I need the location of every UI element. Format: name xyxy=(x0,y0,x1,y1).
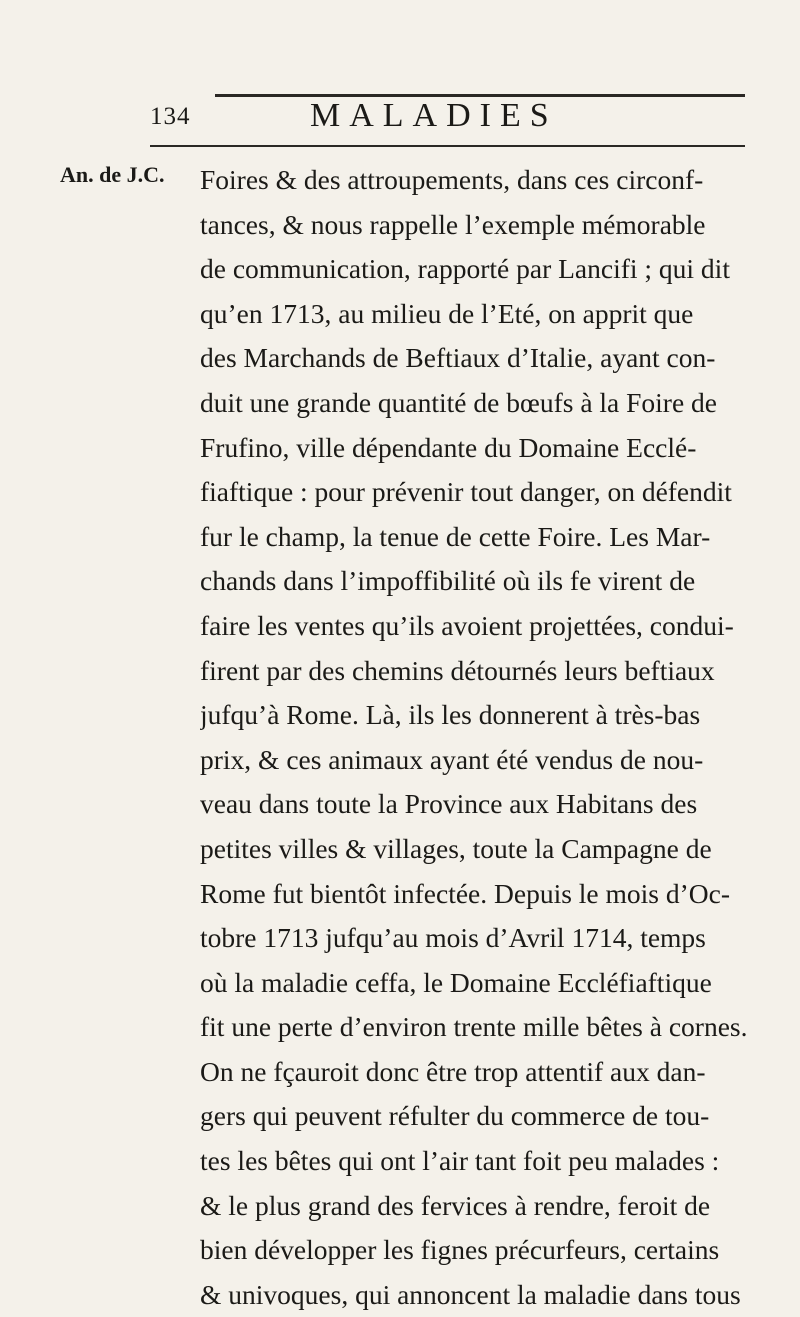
text-line: On ne fçauroit donc être trop attentif aux dan- xyxy=(200,1055,706,1087)
header-rule xyxy=(150,145,745,147)
text-line: où la maladie ceffa, le Domaine Eccléfiaftique xyxy=(200,966,712,998)
margin-note: An. de J.C. xyxy=(60,162,165,187)
text-line: petites villes & villages, toute la Campagne de xyxy=(200,832,712,864)
text-line: & le plus grand des fervices à rendre, feroit de xyxy=(200,1189,711,1221)
text-line: Rome fut bientôt infectée. Depuis le mois d’Oc- xyxy=(200,877,730,909)
text-line: Frufino, ville dépendante du Domaine Ecclé- xyxy=(200,431,697,463)
text-line: & univoques, qui annoncent la maladie dans tous xyxy=(200,1278,741,1310)
running-title: MALADIES xyxy=(310,97,558,134)
page-number: 134 xyxy=(150,103,191,130)
text-line: tances, & nous rappelle l’exemple mémorable xyxy=(200,208,706,240)
text-line: faire les ventes qu’ils avoient projettées, condui- xyxy=(200,609,734,641)
text-line: qu’en 1713, au milieu de l’Eté, on apprit que xyxy=(200,297,694,329)
text-line: fiaftique : pour prévenir tout danger, on défendit xyxy=(200,476,732,508)
text-line: tes les bêtes qui ont l’air tant foit peu malades : xyxy=(200,1145,720,1177)
text-line: jufqu’à Rome. Là, ils les donnerent à très-bas xyxy=(200,699,701,731)
text-line: firent par des chemins détournés leurs beftiaux xyxy=(200,654,715,686)
text-line: des Marchands de Beftiaux d’Italie, ayant con- xyxy=(200,342,716,374)
text-line: tobre 1713 jufqu’au mois d’Avril 1714, temps xyxy=(200,922,706,954)
text-line: Foires & des attroupements, dans ces circonf- xyxy=(200,164,704,195)
text-line: fit une perte d’environ trente mille bêtes à cornes. xyxy=(200,1011,748,1043)
text-line: de communication, rapporté par Lancifi ; qui dit xyxy=(200,253,730,285)
text-line: duit une grande quantité de bœufs à la Foire de xyxy=(200,386,717,418)
text-line: chands dans l’impoffibilité où ils fe virent de xyxy=(200,565,696,597)
text-line: fur le champ, la tenue de cette Foire. Les Mar- xyxy=(200,520,711,552)
text-line: gers qui peuvent réfulter du commerce de tou- xyxy=(200,1100,710,1132)
body-text xyxy=(200,158,780,1317)
text-line: bien développer les fignes précurfeurs, certains xyxy=(200,1234,720,1266)
text-line: prix, & ces animaux ayant été vendus de nou- xyxy=(200,743,704,775)
text-line: veau dans toute la Province aux Habitans des xyxy=(200,788,698,820)
